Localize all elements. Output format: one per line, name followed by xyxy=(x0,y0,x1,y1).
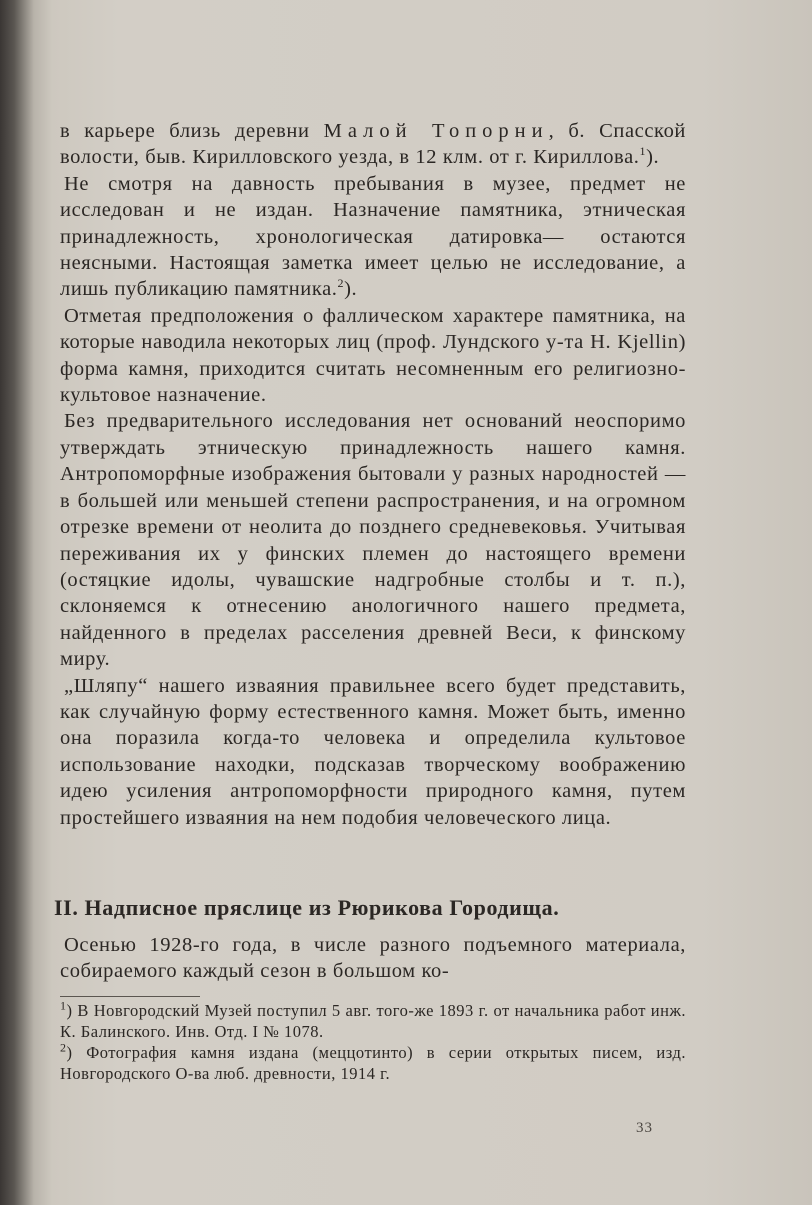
paragraph-1 xyxy=(60,118,686,171)
paragraph-1-tail: ). xyxy=(646,146,660,169)
footnote-ref-2: 2 xyxy=(337,276,345,291)
paragraph-1-rest: , б. Спасской волости, быв. Кирилловского уезда, в 12 клм. от г. Кириллова. xyxy=(60,120,686,169)
paragraph-4: Без предварительного исследования нет оснований неоспоримо утверждать этническую принадлежность нашего камня. Антропоморфные изображения бытовали у разных народностей — в большей или меньшей степени распространения, и на огромном отрезке времени от неолита до позднего средневековья. Учитывая переживания их у финских племен до настоящего времени (остяцкие идолы, чувашские надгробные столбы и т. п.), склоняемся к отнесению анологичного нашего предмета, найденного в пределах расселения древней Веси, к финскому миру. xyxy=(60,410,686,671)
paragraph-3: Отметая предположения о фаллическом характере памятника, на которые наводила некоторых лиц (проф. Лундского у-та H. Kjellin) форма камня, приходится считать несомненным его религиозно-культовое назначение. xyxy=(60,304,686,407)
section-paragraph-1: Осенью 1928-го года, в числе разного подъемного материала, собираемого каждый сезон в большом ко- xyxy=(60,934,686,983)
village-name: Малой Топорни xyxy=(323,120,549,142)
paragraph-2-text: Не смотря на давность пребывания в музее, предмет не исследован и не издан. Назначение памятника, этническая принадлежность, хронологическая датировка— остаются неясными. Настоящая заметка имеет целью не исследование, а лишь публикацию памятника. xyxy=(60,172,686,301)
paragraph-1-start: в карьере близь деревни xyxy=(60,120,324,142)
page-number: 33 xyxy=(636,1120,653,1136)
body-text xyxy=(60,118,686,831)
footnote-divider xyxy=(60,996,200,997)
footnote-2 xyxy=(60,1042,686,1084)
footnote-1-mark: 1 xyxy=(60,998,67,1013)
footnote-1 xyxy=(60,1000,686,1042)
section-heading: II. Надписное пряслице из Рюрикова Городища. xyxy=(54,895,560,920)
footnote-2-mark: 2 xyxy=(60,1040,67,1055)
footnotes xyxy=(60,1000,686,1084)
footnote-1-text: ) В Новгородский Музей поступил 5 авг. того-же 1893 г. от начальника работ инж. К. Балинского. Инв. Отд. I № 1078. xyxy=(60,1001,686,1041)
paragraph-2 xyxy=(60,171,686,303)
paragraph-2-tail: ). xyxy=(344,278,358,301)
paragraph-5: „Шляпу“ нашего изваяния правильнее всего будет представить, как случайную форму естественного камня. Может быть, именно она поразила когда-то человека и определила культовое использование находки, подсказав творческому воображению идею усиления антропоморфности природного камня, путем простейшего изваяния на нем подобия человеческого лица. xyxy=(60,674,686,829)
footnote-2-text: ) Фотография камня издана (меццотинто) в серии открытых писем, изд. Новгородского О-ва люб. древности, 1914 г. xyxy=(60,1043,686,1083)
section-body xyxy=(60,932,686,985)
footnote-ref-1: 1 xyxy=(639,144,647,159)
